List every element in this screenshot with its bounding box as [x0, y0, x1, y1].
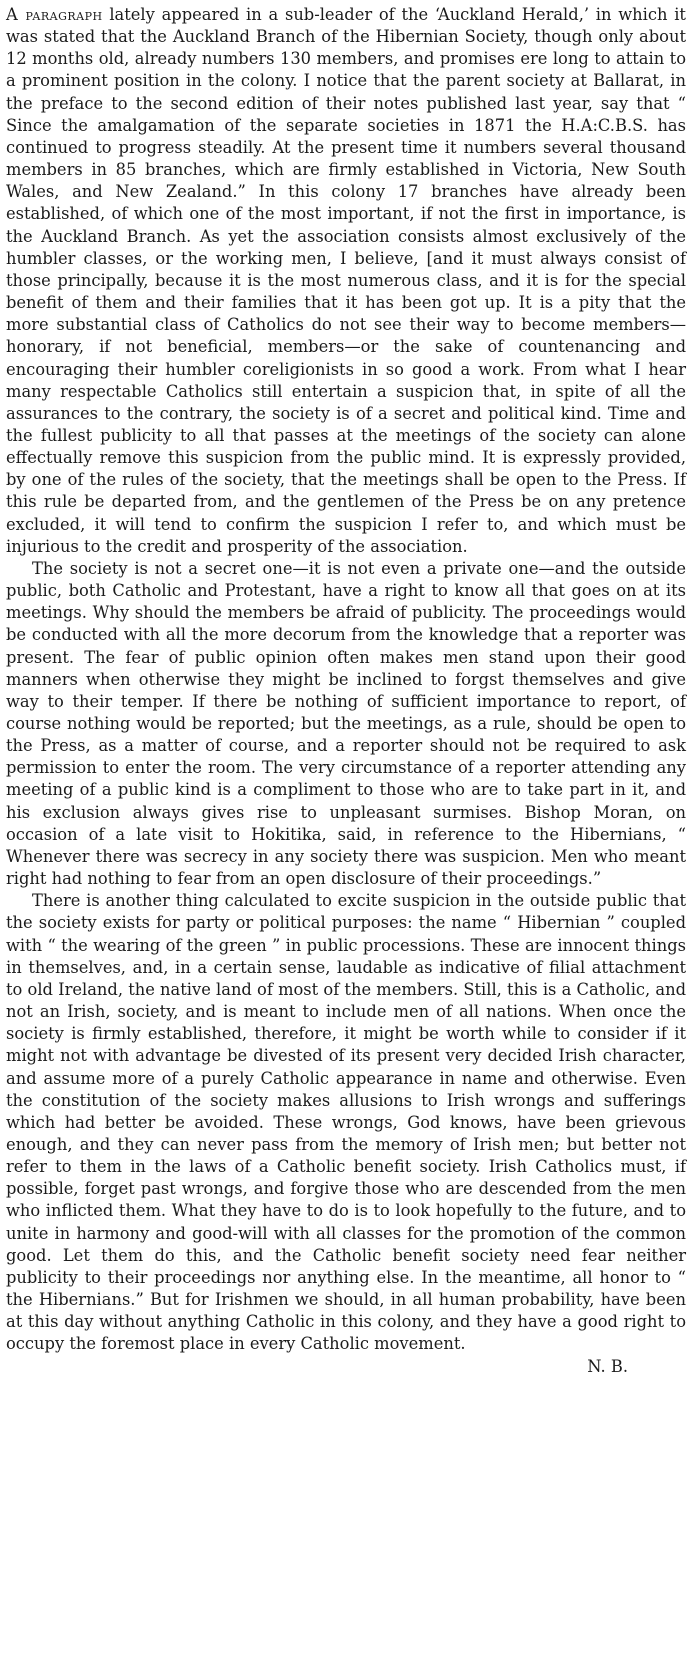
author-signature: N. B.	[587, 1356, 628, 1376]
article-paragraph-1	[6, 4, 686, 558]
paragraph-1-text: lately appeared in a sub-leader of the ‘Auckland Herald,’ in which it was stated that the Auckland Branch of the Hibernian Society, though only about 12 months old, already numbers 130 members, and promises ere long to attain to a prominent position in the colony. I notice that the parent society at Ballarat, in the preface to the second edition of their notes published last year, say that “ Since the amalgamation of the separate societies in 1871 the H.A:C.B.S. has continued to progress steadily. At the present time it numbers several thousand members in 85 branches, which are firmly established in Victoria, New South Wales, and New Zealand.” In this colony 17 branches have already been established, of which one of the most important, if not the first in importance, is the Auckland Branch. As yet the association consists almost exclusively of the humbler classes, or the working men, I believe, [and it must always consist of those principally, because it is the most numerous class, and it is for the special benefit of them and their families that it has been got up. It is a pity that the more substantial class of Catholics do not see their way to become members—honorary, if not beneficial, members—or the sake of countenancing and encouraging their humbler coreligionists in so good a work. From what I hear many respectable Catholics still entertain a suspicion that, in spite of all the assurances to the contrary, the society is of a secret and political kind. Time and the fullest publicity to all that passes at the meetings of the society can alone effectually remove this suspicion from the public mind. It is expressly provided, by one of the rules of the society, that the meetings shall be open to the Press. If this rule be departed from, and the gentlemen of the Press be on any pretence excluded, it will tend to confirm the suspicion I refer to, and which must be injurious to the credit and prosperity of the association.	[6, 5, 686, 556]
article-paragraph-3: There is another thing calculated to excite suspicion in the outside public that the society exists for party or political purposes: the name “ Hibernian ” coupled with “ the wearing of the green ” in public processions. These are innocent things in themselves, and, in a certain sense, laudable as indicative of filial attachment to old Ireland, the native land of most of the members. Still, this is a Catholic, and not an Irish, society, and is meant to include men of all nations. When once the society is firmly established, therefore, it might be worth while to consider if it might not with advantage be divested of its present very decided Irish character, and assume more of a purely Catholic appearance in name and otherwise. Even the constitution of the society makes allusions to Irish wrongs and sufferings which had better be avoided. These wrongs, God knows, have been grievous enough, and they can never pass from the memory of Irish men; but better not refer to them in the laws of a Catholic benefit society. Irish Catholics must, if possible, forget past wrongs, and forgive those who are descended from the men who inflicted them. What they have to do is to look hopefully to the future, and to unite in harmony and good-will with all classes for the promotion of the common good. Let them do this, and the Catholic benefit society need fear neither publicity to their proceedings nor anything else. In the meantime, all honor to “ the Hibernians.” But for Irishmen we should, in all human probability, have been at this day without anything Catholic in this colony, and they have a good right to occupy the foremost place in every Catholic movement.	[6, 891, 686, 1354]
article-paragraph-2: The society is not a secret one—it is not even a private one—and the outside public, both Catholic and Protestant, have a right to know all that goes on at its meetings. Why should the members be afraid of publicity. The proceedings would be conducted with all the more decorum from the knowledge that a reporter was present. The fear of public opinion often makes men stand upon their good manners when otherwise they might be inclined to forgst themselves and give way to their temper. If there be nothing of sufficient importance to report, of course nothing would be reported; but the meetings, as a rule, should be open to the Press, as a matter of course, and a reporter should not be required to ask permission to enter the room. The very circumstance of a reporter attending any meeting of a public kind is a compliment to those who are to take part in it, and his exclusion always gives rise to unpleasant surmises. Bishop Moran, on occasion of a late visit to Hokitika, said, in reference to the Hibernians, “ Whenever there was secrecy in any society there was suspicion. Men who meant right had nothing to fear from an open disclosure of their proceedings.”	[6, 558, 686, 889]
opening-word: A paragraph	[6, 5, 103, 24]
